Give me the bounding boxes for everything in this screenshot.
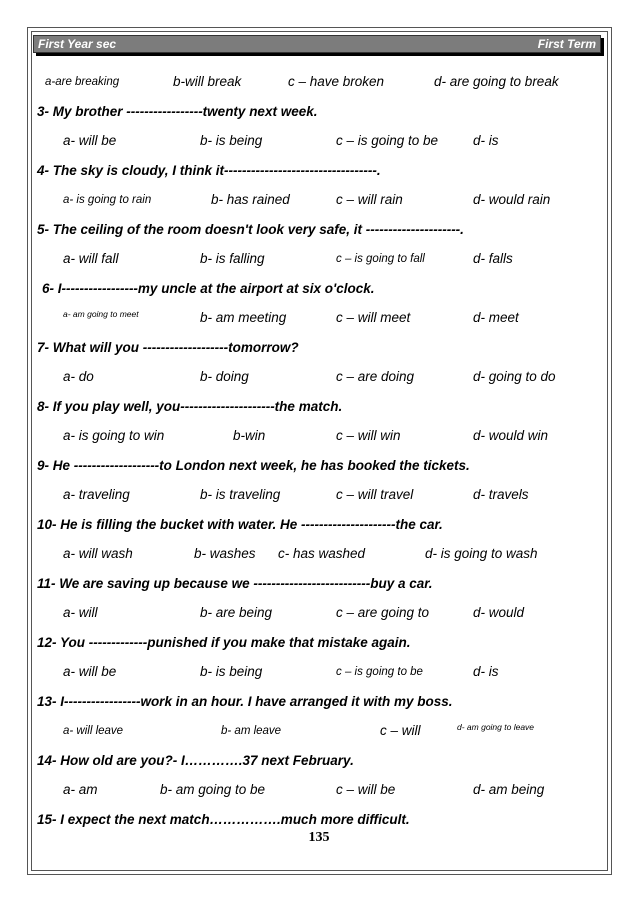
question-4-options — [0, 190, 638, 212]
option-d: d- going to do — [473, 369, 556, 384]
question-text: 10- He is filling the bucket with water. He ---------------------the car. — [37, 517, 443, 532]
option-b: b- am leave — [221, 725, 282, 737]
question-3-options — [0, 131, 638, 153]
option-c: c – will meet — [336, 310, 411, 325]
question-7-options — [0, 367, 638, 389]
option-a: a- will — [63, 605, 98, 620]
option-d: d- is — [473, 664, 499, 679]
option-a: a- will leave — [63, 725, 124, 737]
option-c: c – are going to — [336, 605, 430, 620]
question-5-options — [0, 249, 638, 271]
question-6-options — [0, 308, 638, 330]
option-c: c – is going to fall — [336, 253, 425, 265]
option-d: d- would rain — [473, 192, 551, 207]
question-text: 8- If you play well, you---------------------the match. — [37, 399, 343, 414]
option-d: d- meet — [473, 310, 519, 325]
option-d: d- would — [473, 605, 525, 620]
question-text: 6- I-----------------my uncle at the airport at six o'clock. — [42, 281, 375, 296]
question-text: 9- He -------------------to London next week, he has booked the tickets. — [37, 458, 470, 473]
page-border-inner — [31, 31, 608, 871]
option-a: a- will be — [63, 133, 117, 148]
option-a: a- do — [63, 369, 94, 384]
option-a: a- am — [63, 782, 98, 797]
option-d: d- falls — [473, 251, 513, 266]
option-b: b- doing — [200, 369, 249, 384]
option-a: a- will fall — [63, 251, 119, 266]
option-b: b- am meeting — [200, 310, 287, 325]
option-d: d- is going to wash — [425, 546, 538, 561]
question-12-options — [0, 662, 638, 684]
option-a: a- will be — [63, 664, 117, 679]
option-c: c – will rain — [336, 192, 403, 207]
option-c: c – will be — [336, 782, 396, 797]
question-text: 12- You -------------punished if you make that mistake again. — [37, 635, 411, 650]
option-d: d- is — [473, 133, 499, 148]
option-b: b- is being — [200, 133, 263, 148]
option-c: c – have broken — [288, 74, 385, 89]
option-a: a- am going to meet — [63, 309, 139, 319]
question-8-options — [0, 426, 638, 448]
question-14 — [0, 751, 638, 773]
option-b: b- is being — [200, 664, 263, 679]
header-bar — [33, 35, 601, 53]
question-10 — [0, 515, 638, 537]
question-13 — [0, 692, 638, 714]
option-d: d- are going to break — [434, 74, 559, 89]
option-d: d- am going to leave — [457, 722, 535, 732]
question-12 — [0, 633, 638, 655]
option-d: d- am being — [473, 782, 545, 797]
option-b: b- washes — [194, 546, 256, 561]
option-c: c – will win — [336, 428, 401, 443]
option-c: c- has washed — [278, 546, 366, 561]
option-c: c – is going to be — [336, 133, 439, 148]
option-b: b-will break — [173, 74, 242, 89]
page-number: 135 — [308, 830, 330, 845]
question-15 — [0, 810, 638, 832]
option-c: c – are doing — [336, 369, 415, 384]
question-text: 4- The sky is cloudy, I think it----------------------------------. — [37, 163, 381, 178]
option-b: b-win — [233, 428, 266, 443]
header-grade: First Year sec — [38, 37, 117, 51]
option-c: c – is going to be — [336, 666, 423, 678]
question-3 — [0, 102, 638, 124]
option-a: a- is going to rain — [63, 194, 152, 206]
question-11 — [0, 574, 638, 596]
question-11-options — [0, 603, 638, 625]
question-8 — [0, 397, 638, 419]
question-text: 7- What will you -------------------tomorrow? — [37, 340, 299, 355]
option-a: a- traveling — [63, 487, 130, 502]
option-b: b- is traveling — [200, 487, 281, 502]
question-text: 15- I expect the next match…………….much more difficult. — [37, 812, 410, 827]
option-b: b- has rained — [211, 192, 290, 207]
question-text: 14- How old are you?- I………….37 next February. — [37, 753, 354, 768]
option-a: a-are breaking — [45, 76, 120, 88]
header-term: First Term — [537, 37, 596, 51]
option-b: b- are being — [200, 605, 273, 620]
question-text: 13- I-----------------work in an hour. I have arranged it with my boss. — [37, 694, 453, 709]
question-4 — [0, 161, 638, 183]
option-a: a- will wash — [63, 546, 133, 561]
option-d: d- travels — [473, 487, 529, 502]
question-6 — [0, 279, 638, 301]
question-9-options — [0, 485, 638, 507]
question-text: 5- The ceiling of the room doesn't look very safe, it ---------------------. — [37, 222, 464, 237]
option-b: b- is falling — [200, 251, 265, 266]
option-c: c – will travel — [336, 487, 414, 502]
option-c: c – will — [380, 723, 421, 738]
question-9 — [0, 456, 638, 478]
question-13-options — [0, 721, 638, 743]
question-5 — [0, 220, 638, 242]
top-options-row — [0, 72, 638, 94]
option-d: d- would win — [473, 428, 549, 443]
question-7 — [0, 338, 638, 360]
question-text: 3- My brother -----------------twenty next week. — [37, 104, 318, 119]
question-14-options — [0, 780, 638, 802]
question-text: 11- We are saving up because we --------------------------buy a car. — [37, 576, 433, 591]
option-b: b- am going to be — [160, 782, 266, 797]
question-10-options — [0, 544, 638, 566]
option-a: a- is going to win — [63, 428, 165, 443]
